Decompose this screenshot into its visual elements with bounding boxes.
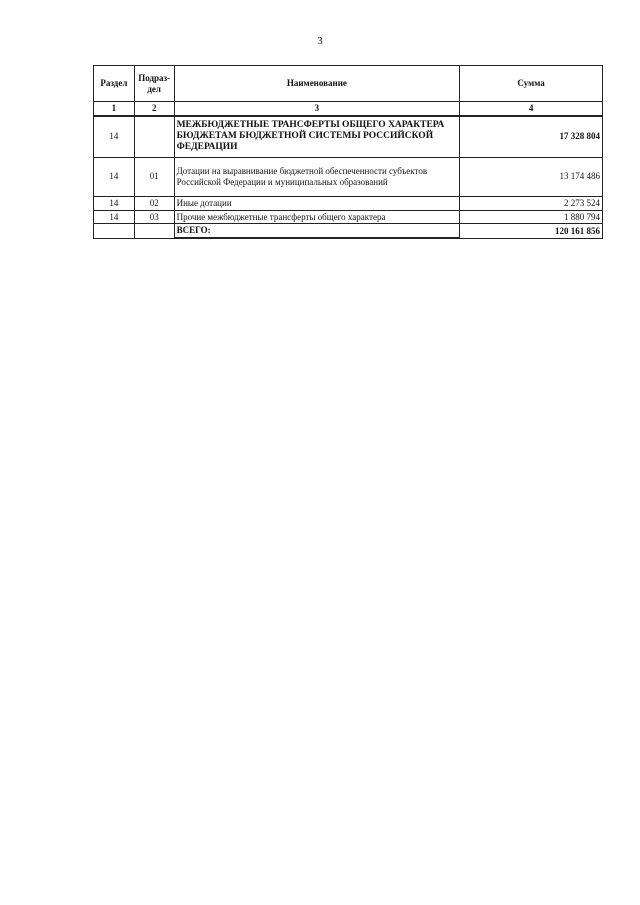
row-name: МЕЖБЮДЖЕТНЫЕ ТРАНСФЕРТЫ ОБЩЕГО ХАРАКТЕРА БЮДЖЕТАМ БЮДЖЕТНОЙ СИСТЕМЫ РОССИЙСКОЙ ФЕДЕРАЦИИ bbox=[174, 116, 460, 158]
row-name: Прочие межбюджетные трансферты общего характера bbox=[174, 210, 460, 224]
table-row bbox=[94, 157, 603, 196]
total-row bbox=[94, 224, 603, 238]
total-razdel-empty bbox=[94, 224, 135, 238]
table-row bbox=[94, 210, 603, 224]
row-name: Иные дотации bbox=[174, 196, 460, 210]
row-sum: 13 174 486 bbox=[460, 157, 603, 196]
index-3: 3 bbox=[174, 102, 460, 116]
row-podrazdel: 01 bbox=[134, 157, 174, 196]
row-sum: 17 328 804 bbox=[460, 116, 603, 158]
total-label: ВСЕГО: bbox=[174, 224, 460, 238]
total-sum: 120 161 856 bbox=[460, 224, 603, 238]
row-sum: 1 880 794 bbox=[460, 210, 603, 224]
header-razdel: Раздел bbox=[94, 66, 135, 102]
row-name: Дотации на выравнивание бюджетной обеспеченности субъектов Российской Федерации и муниципальных образований bbox=[174, 157, 460, 196]
header-podrazdel: Подраз-дел bbox=[134, 66, 174, 102]
index-1: 1 bbox=[94, 102, 135, 116]
index-4: 4 bbox=[460, 102, 603, 116]
table-row bbox=[94, 196, 603, 210]
budget-table bbox=[93, 65, 603, 239]
row-podrazdel bbox=[134, 116, 174, 158]
table-row bbox=[94, 116, 603, 158]
index-2: 2 bbox=[134, 102, 174, 116]
page-number: 3 bbox=[317, 35, 323, 47]
table-header-row bbox=[94, 66, 603, 102]
row-razdel: 14 bbox=[94, 210, 135, 224]
header-name: Наименование bbox=[174, 66, 460, 102]
row-podrazdel: 03 bbox=[134, 210, 174, 224]
row-razdel: 14 bbox=[94, 116, 135, 158]
row-podrazdel: 02 bbox=[134, 196, 174, 210]
row-razdel: 14 bbox=[94, 157, 135, 196]
header-sum: Сумма bbox=[460, 66, 603, 102]
column-index-row bbox=[94, 102, 603, 116]
row-razdel: 14 bbox=[94, 196, 135, 210]
row-sum: 2 273 524 bbox=[460, 196, 603, 210]
total-podrazdel-empty bbox=[134, 224, 174, 238]
